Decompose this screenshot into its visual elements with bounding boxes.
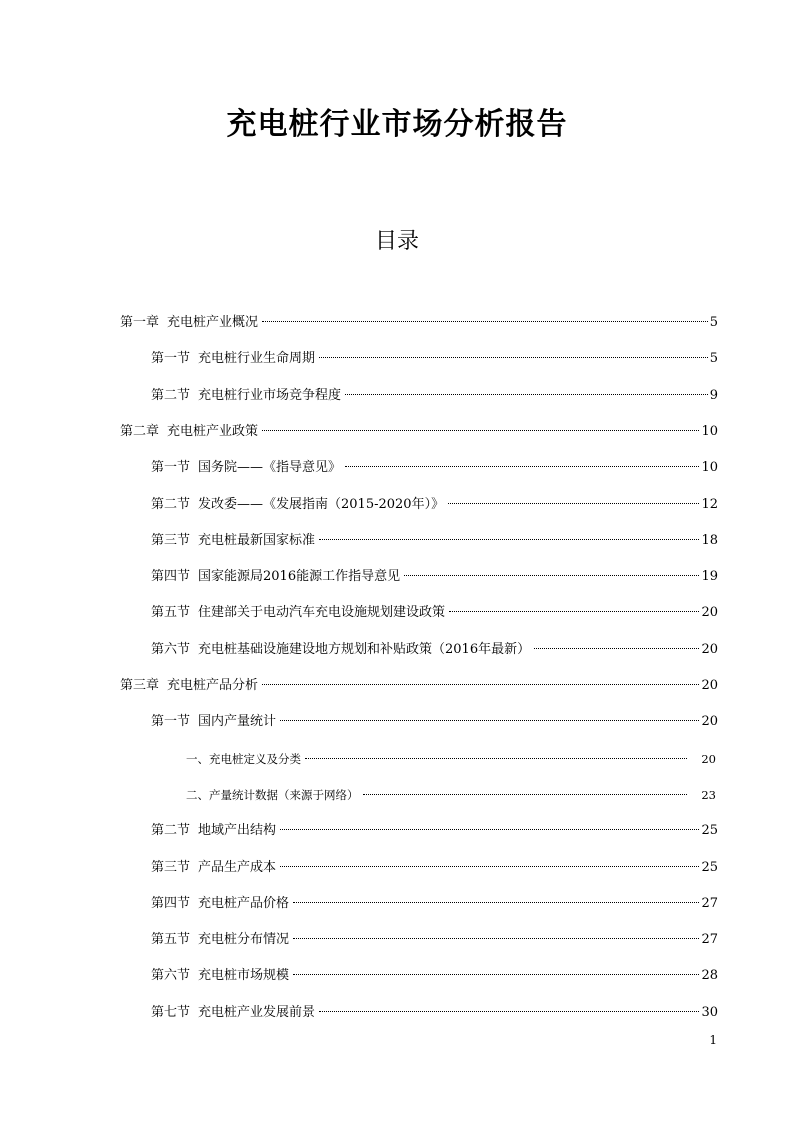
toc-entry-number: 二、 [186, 787, 209, 802]
toc-heading: 目录 [374, 229, 419, 254]
toc-dot-leader [280, 866, 699, 867]
toc-entry[interactable] [151, 456, 718, 480]
toc-dot-leader [319, 539, 699, 540]
toc-entry-number: 第七节 [151, 1004, 191, 1020]
toc-dot-leader [262, 321, 708, 322]
toc-entry-number: 第二节 [151, 823, 191, 839]
toc-entry[interactable] [151, 638, 718, 662]
toc-entry[interactable] [151, 493, 718, 517]
toc-dot-leader [363, 794, 688, 795]
toc-entry-title: 地域产出结构 [198, 823, 277, 839]
toc-entry[interactable] [151, 601, 718, 625]
toc-entry-title: 充电桩产业概况 [167, 315, 259, 330]
toc-dot-leader [305, 758, 687, 759]
toc-entry-page: 12 [701, 496, 718, 512]
toc-dot-leader [262, 684, 699, 685]
toc-dot-leader [293, 902, 699, 903]
toc-dot-leader [293, 938, 699, 939]
toc-entry-title: 充电桩最新国家标准 [198, 532, 316, 548]
toc-dot-leader [345, 466, 699, 467]
page-number: 1 [709, 1033, 717, 1047]
toc-entry-number: 第三节 [151, 859, 191, 875]
toc-entry-title: 充电桩产品分析 [167, 678, 259, 693]
toc-entry[interactable] [151, 964, 718, 988]
toc-entry-page: 19 [701, 569, 718, 585]
toc-dot-leader [345, 394, 708, 395]
toc-dot-leader [319, 1011, 699, 1012]
toc-dot-leader [280, 829, 699, 830]
toc-entry[interactable] [120, 311, 718, 335]
document-title: 充电桩行业市场分析报告 [226, 107, 568, 142]
toc-entry-number: 第六节 [151, 968, 191, 984]
toc-entry-title: 产品生产成本 [198, 859, 277, 875]
toc-entry-title: 充电桩产业政策 [167, 423, 259, 439]
toc-entry-number: 第三节 [151, 532, 191, 548]
toc-entry-page: 5 [709, 351, 718, 367]
toc-entry[interactable] [151, 347, 718, 371]
toc-entry-page: 27 [701, 932, 718, 948]
toc-entry-title: 充电桩行业生命周期 [198, 351, 316, 367]
toc-entry-number: 第一节 [151, 714, 191, 730]
toc-entry-page: 9 [709, 387, 718, 403]
toc-entry[interactable] [120, 674, 718, 698]
toc-entry-page: 28 [701, 968, 718, 984]
toc-entry[interactable] [151, 819, 718, 843]
toc-entry-page: 10 [701, 460, 718, 476]
toc-entry-page: 20 [701, 605, 718, 621]
toc-entry-title: 充电桩产业发展前景 [198, 1004, 316, 1020]
toc-entry-number: 第二节 [151, 496, 191, 512]
toc-entry-number: 第五节 [151, 932, 191, 948]
toc-entry-page: 25 [701, 823, 718, 839]
toc-entry[interactable] [120, 420, 718, 444]
toc-entry-page: 20 [701, 641, 718, 657]
toc-entry-title: 充电桩定义及分类 [209, 751, 301, 766]
toc-entry[interactable] [151, 856, 718, 880]
toc-entry-title: 发改委——《发展指南（2015-2020年）》 [198, 496, 445, 512]
toc-entry[interactable] [186, 783, 716, 807]
toc-entry-title: 充电桩分布情况 [198, 932, 290, 948]
toc-entry-page: 20 [701, 678, 718, 693]
toc-dot-leader [534, 648, 699, 649]
toc-entry-number: 第四节 [151, 569, 191, 585]
toc-entry-title: 产量统计数据（来源于网络） [209, 787, 359, 802]
toc-dot-leader [449, 611, 699, 612]
toc-entry-page: 23 [701, 787, 716, 802]
toc-entry[interactable] [151, 1001, 718, 1025]
toc-entry[interactable] [151, 928, 718, 952]
toc-entry[interactable] [186, 747, 716, 771]
toc-entry-title: 充电桩产品价格 [198, 895, 290, 911]
toc-entry-page: 30 [701, 1004, 718, 1020]
toc-entry[interactable] [151, 710, 718, 734]
toc-entry-number: 第二节 [151, 387, 191, 403]
toc-entry-title: 充电桩行业市场竞争程度 [198, 387, 342, 403]
toc-entry-number: 第一章 [120, 315, 160, 330]
toc-entry-number: 第一节 [151, 460, 191, 476]
toc-entry-page: 20 [701, 751, 716, 766]
toc-entry[interactable] [151, 529, 718, 553]
toc-entry[interactable] [151, 384, 718, 408]
toc-entry-page: 5 [709, 315, 718, 330]
toc-entry-page: 10 [701, 423, 718, 439]
toc-dot-leader [448, 503, 699, 504]
toc-entry[interactable] [151, 892, 718, 916]
toc-entry-number: 第六节 [151, 641, 191, 657]
toc-entry-title: 国家能源局2016能源工作指导意见 [198, 569, 401, 585]
toc-dot-leader [404, 575, 699, 576]
toc-entry-number: 第四节 [151, 895, 191, 911]
toc-entry-title: 住建部关于电动汽车充电设施规划建设政策 [198, 605, 446, 621]
toc-dot-leader [280, 720, 699, 721]
toc-entry-title: 充电桩基础设施建设地方规划和补贴政策（2016年最新） [198, 641, 531, 657]
toc-entry-number: 第三章 [120, 678, 160, 693]
toc-entry-number: 一、 [186, 751, 209, 766]
toc-entry-title: 国务院——《指导意见》 [198, 460, 342, 476]
toc-dot-leader [293, 974, 699, 975]
toc-entry-number: 第五节 [151, 605, 191, 621]
toc-entry-number: 第二章 [120, 423, 160, 439]
toc-entry-number: 第一节 [151, 351, 191, 367]
toc-entry-title: 充电桩市场规模 [198, 968, 290, 984]
toc-dot-leader [262, 430, 699, 431]
toc-entry-page: 25 [701, 859, 718, 875]
toc-entry-title: 国内产量统计 [198, 714, 277, 730]
toc-entry-page: 18 [701, 532, 718, 548]
toc-entry-page: 27 [701, 895, 718, 911]
toc-entry-page: 20 [701, 714, 718, 730]
toc-dot-leader [319, 357, 708, 358]
toc-entry[interactable] [151, 565, 718, 589]
